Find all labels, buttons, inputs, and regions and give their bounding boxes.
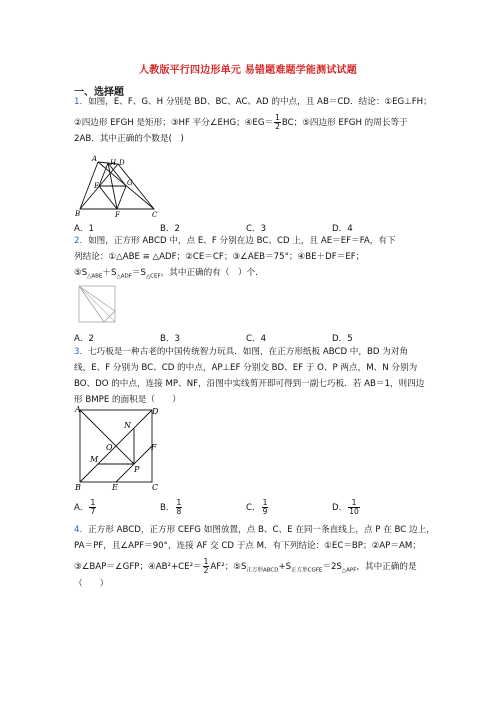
q1-text-3: 2AB．其中正确的个数是( ): [74, 134, 184, 144]
q1-label-e: E: [94, 182, 100, 190]
q2-line-1: [74, 235, 396, 247]
q3-option-d[interactable]: D． $\frac{1}{10}$: [332, 498, 359, 516]
q3-line-4: [74, 394, 181, 406]
q1-label-g: G: [127, 179, 133, 187]
q3-options: [74, 494, 361, 522]
q4-sub-cgfe: 正方形CGFE: [291, 567, 323, 574]
q4-fraction: $\frac{1}{2}$: [203, 557, 209, 575]
q4-text-3c: ，其中正确的是: [356, 562, 417, 572]
q2-text-3b: ，其中正确的有（ ）个．: [160, 268, 264, 278]
q2-sub-cef: △CEF: [145, 273, 161, 280]
q3-label-o: O: [106, 443, 113, 452]
q4-line-3: [74, 558, 417, 577]
q3-ap: [80, 410, 134, 464]
q3-label-p: P: [134, 465, 140, 474]
q1-line-1: [74, 96, 432, 108]
q1-text-1: 如图，E、F、G、H 分别是 BD、BC、AC、AD 的中点，且 AB＝CD．结论：①EG⊥FH；: [88, 97, 432, 107]
q3-label-c: C: [152, 483, 159, 492]
q2-sub-adf: △ADF: [116, 273, 132, 280]
q2-option-a[interactable]: A．2: [74, 334, 94, 344]
q4-eq: ＝2S: [322, 562, 342, 572]
q1-options: [74, 222, 353, 234]
q3-text-2: 线，E、F 分别为 BC、CD 的中点，AP⊥EF 分别交 BD、EF 于 O、P 两点，M、N 分别为: [74, 363, 418, 373]
q3-text-1: 七巧板是一种古老的中国传统智力玩具．如图，在正方形纸板 ABCD 中，BD 为对角: [88, 347, 409, 357]
q3-line-1: [74, 346, 408, 358]
q2-line-3: [74, 267, 264, 283]
q4-text-3b: AF²；⑤S: [210, 562, 247, 572]
q2-figure: [76, 283, 118, 325]
q1-label-h: H: [110, 159, 117, 167]
q3-figure: [74, 406, 164, 492]
q3-label-b: B: [75, 483, 81, 492]
q1-text-2a: ②四边形 EFGH 是矩形；③HF 平分∠EHG；④EG＝: [74, 118, 274, 128]
q3-label-d: D: [152, 407, 159, 416]
q3-option-a[interactable]: A． $\frac{1}{7}$: [74, 498, 96, 516]
q3-line-2: [74, 362, 417, 374]
q3-option-c[interactable]: C． $\frac{1}{9}$: [246, 498, 268, 516]
q1-option-d[interactable]: D．4: [332, 224, 353, 234]
q4-number: 4．: [74, 525, 89, 535]
q3-text-4: 形 BMPE 的面积是（ ）: [74, 395, 181, 405]
q3-label-f: F: [151, 443, 157, 452]
q4-plus: +S: [278, 562, 292, 572]
q3-option-b[interactable]: B． $\frac{1}{8}$: [160, 498, 182, 516]
q4-text-1: 正方形 ABCD，正方形 CEFG 如图放置，点 B、C、E 在同一条直线上，点 P 在 BC 边上，: [88, 525, 435, 535]
q2-text-2: 列结论：①△ABE ≌ △ADF；②CE＝CF；③∠AEB＝75°；④BE＋DF＝EF；: [74, 252, 365, 262]
q2-text-3a: ⑤S: [74, 268, 88, 278]
q4-sub-apf: △APF: [341, 567, 357, 574]
q2-plus: ＋S: [102, 268, 117, 278]
q2-sub-abe: △ABE: [87, 273, 103, 280]
q3-number: 3．: [74, 347, 89, 357]
q2-options: [74, 332, 353, 344]
q1-figure: [74, 152, 164, 222]
q2-option-c[interactable]: C．4: [246, 334, 267, 344]
q1-label-f: F: [115, 211, 120, 219]
q4-line-4: [74, 578, 108, 590]
q3-label-e: E: [112, 483, 118, 492]
q1-label-b: B: [75, 210, 81, 218]
q3-label-n: N: [124, 421, 131, 430]
q4-line-1: [74, 524, 435, 536]
q1-fraction: $\frac{1}{2}$: [275, 113, 280, 131]
q3-text-3: BO、DO 的中点，连接 MP、NF，沿图中实线剪开即可得到一副七巧板．若 AB＝1，则四边: [74, 379, 425, 389]
q1-label-d: D: [119, 159, 125, 167]
section-heading: 一、选择题: [74, 87, 124, 98]
q1-label-a: A: [92, 155, 98, 163]
q3-line-3: [74, 378, 424, 390]
q1-option-b[interactable]: B．2: [160, 224, 180, 234]
q2-diagonal: [79, 286, 115, 322]
q1-line-2: [74, 114, 408, 131]
q2-option-d[interactable]: D．5: [332, 334, 353, 344]
q4-text-3a: ③∠BAP＝∠GFP；④AB²+CE²＝: [74, 562, 202, 572]
q1-option-c[interactable]: C．3: [246, 224, 267, 234]
q3-label-m: M: [90, 455, 99, 464]
q2-line-2: [74, 251, 364, 263]
document-title: 人教版平行四边形单元 易错题难题学能测试试题: [139, 65, 357, 76]
q4-text-2: PA＝PF，且∠APF＝90°，连接 AF 交 CD 于点 M．有下列结论：①EC＝BP；②AP＝AM；: [74, 541, 421, 551]
q3-label-a: A: [75, 406, 81, 414]
q2-eq: ＝S: [131, 268, 146, 278]
q4-line-2: [74, 540, 421, 552]
q4-sub-abcd: 正方形ABCD: [246, 567, 279, 574]
q4-text-4: （ ）: [74, 579, 109, 589]
q1-line-3: [74, 133, 184, 145]
q2-number: 2．: [74, 236, 89, 246]
q1-label-c: C: [152, 211, 158, 219]
q2-option-b[interactable]: B．3: [160, 334, 180, 344]
q1-number: 1．: [74, 97, 89, 107]
q1-text-2b: BC；⑤四边形 EFGH 的周长等于: [281, 118, 408, 128]
q1-quadrilateral: [80, 162, 154, 209]
q2-text-1: 如图，正方形 ABCD 中，点 E、F 分别在边 BC、CD 上，且 AE＝EF＝FA，有下: [88, 236, 396, 246]
q1-option-a[interactable]: A．1: [74, 224, 94, 234]
